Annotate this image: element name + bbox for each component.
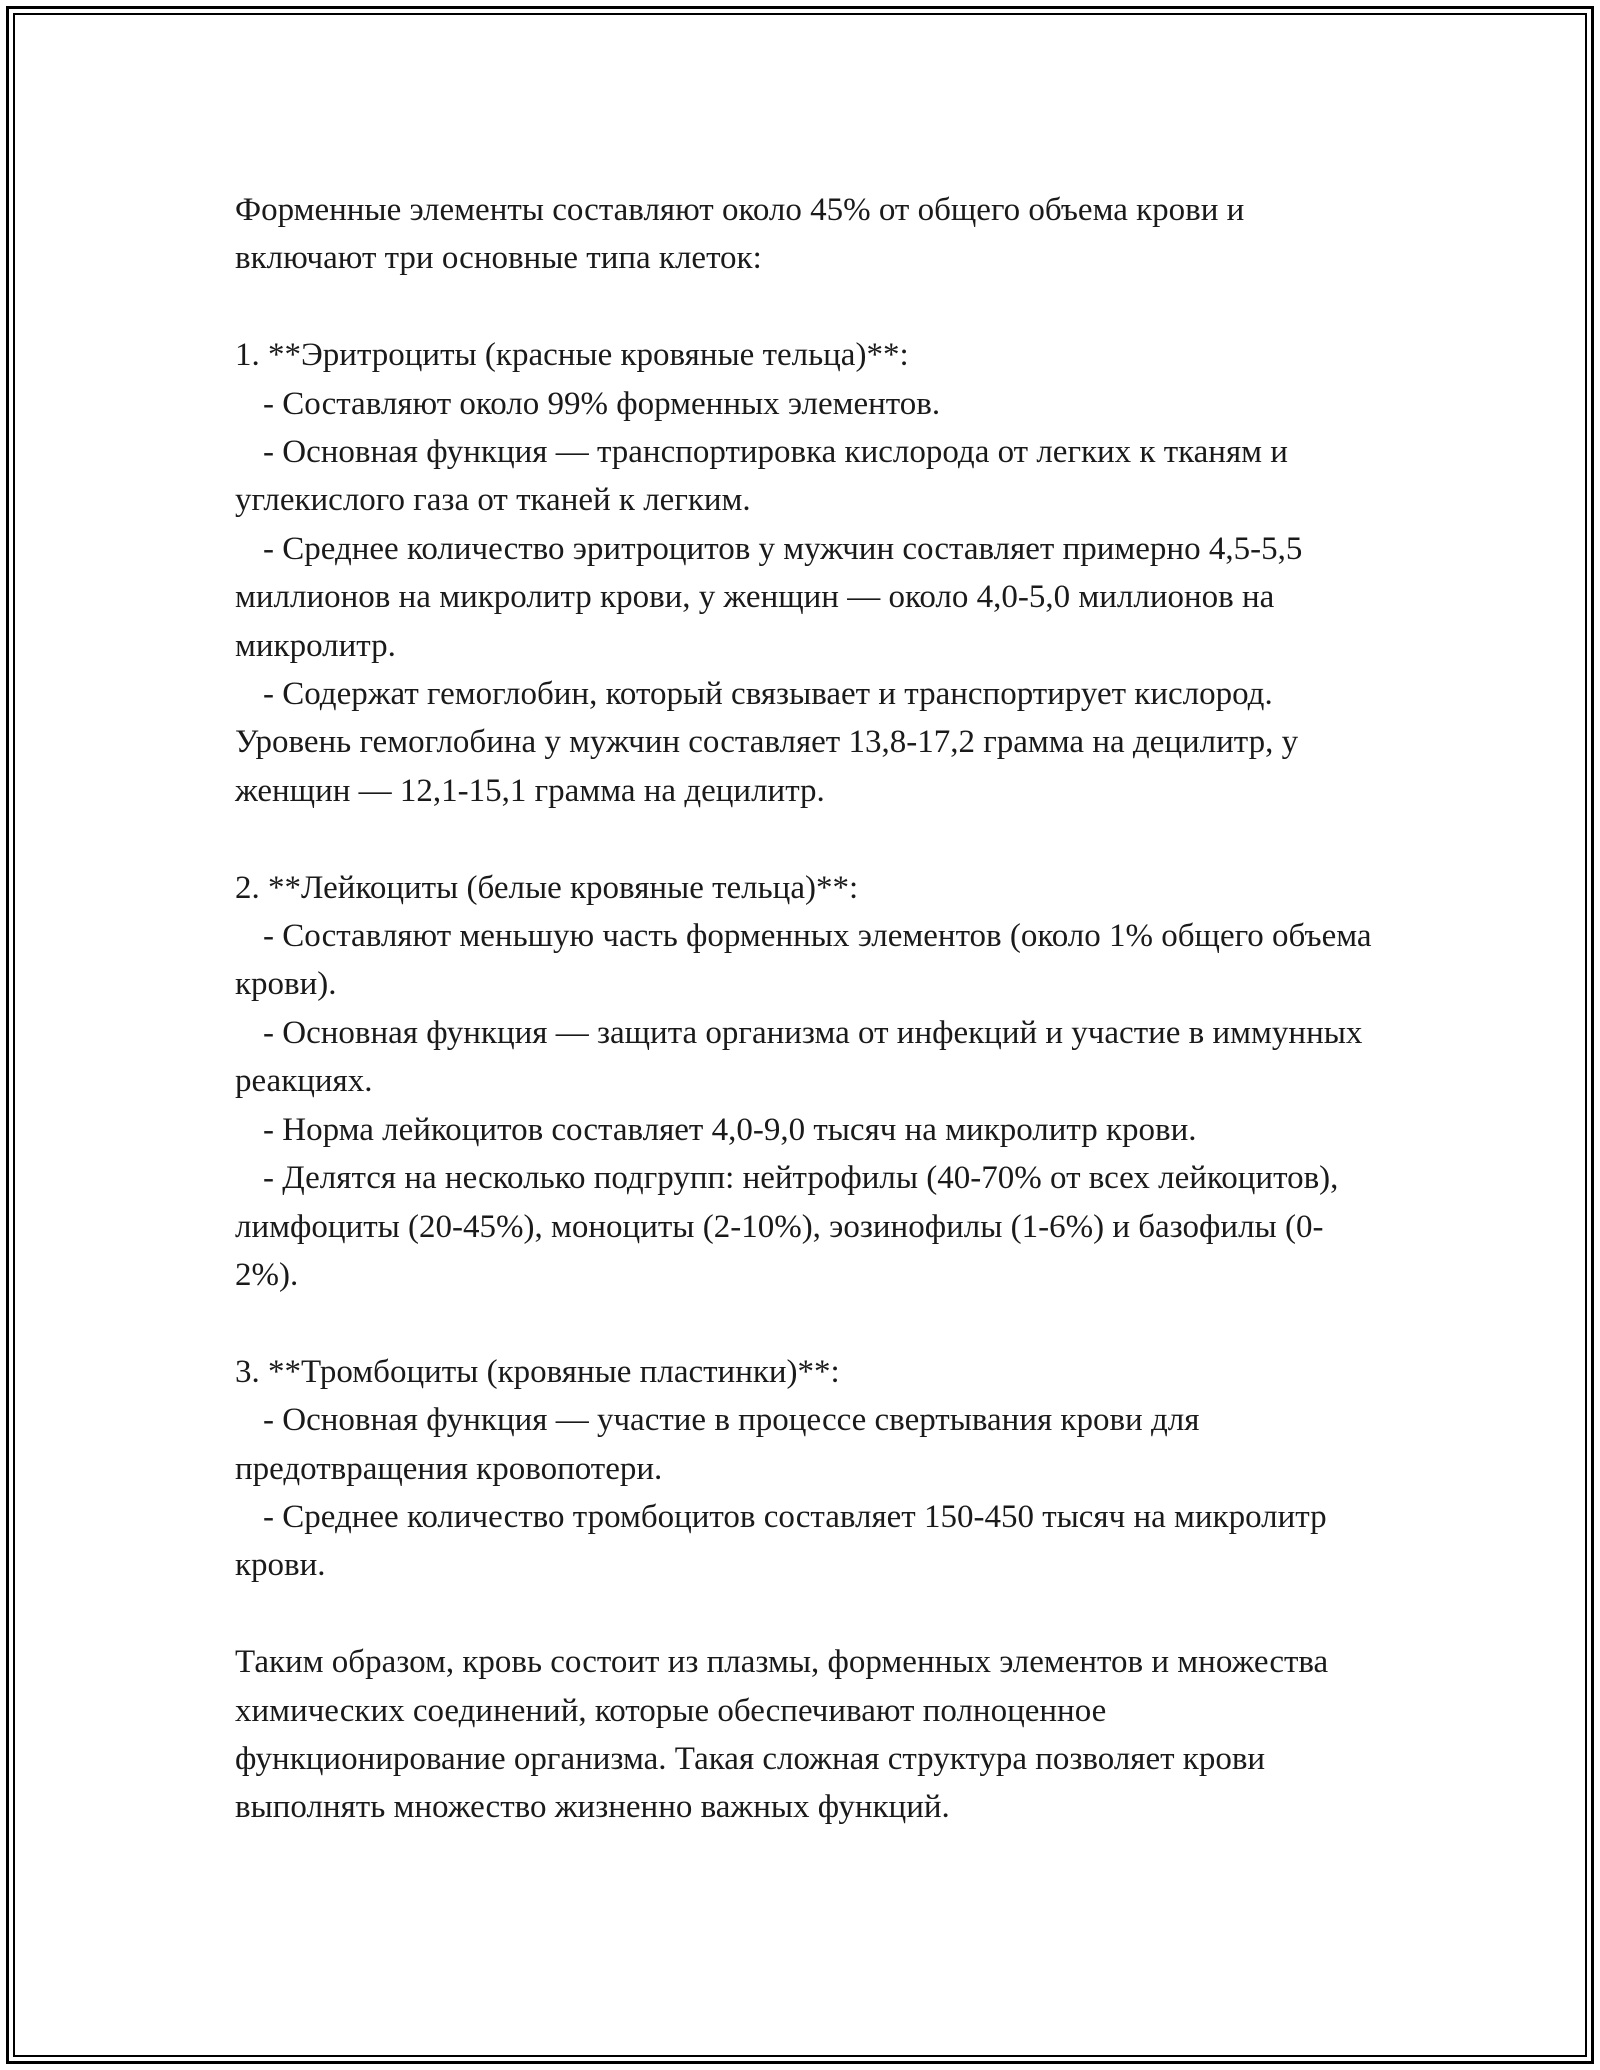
blank-line: [235, 1590, 1380, 1638]
list-item: - Норма лейкоцитов составляет 4,0-9,0 тысяч на микролитр крови.: [263, 1111, 1197, 1148]
list-item: - Основная функция — транспортировка кислорода от легких к тканям и углекислого газа от тканей к легким.: [235, 434, 1297, 519]
document-body: [235, 186, 1380, 1832]
list-item: - Делятся на несколько подгрупп: нейтрофилы (40-70% от всех лейкоцитов), лимфоциты (20-45%), моноциты (2-10%), эозинофилы (1-6%) и базофилы (0-2%).: [235, 1160, 1347, 1293]
blank-line: [235, 1299, 1380, 1347]
list-item: - Составляют около 99% форменных элементов.: [263, 385, 941, 422]
blank-line: [235, 815, 1380, 863]
conclusion-paragraph: Таким образом, кровь состоит из плазмы, форменных элементов и множества химических соединений, которые обеспечивают полноценное функционирование организма. Такая сложная структура позволяет крови выполнять множество жизненно важных функций.: [235, 1644, 1337, 1826]
blank-line: [235, 283, 1380, 331]
list-item: - Основная функция — участие в процессе свертывания крови для предотвращения кровопотери.: [235, 1402, 1208, 1487]
list-item: - Составляют меньшую часть форменных элементов (около 1% общего объема крови).: [235, 918, 1380, 1003]
section-heading-erythrocytes: 1. **Эритроциты (красные кровяные тельца)**:: [235, 337, 909, 374]
list-item: - Содержат гемоглобин, который связывает и транспортирует кислород. Уровень гемоглобина у мужчин составляет 13,8-17,2 грамма на децилитр, у женщин — 12,1-15,1 грамма на децилитр.: [235, 676, 1307, 809]
section-heading-thrombocytes: 3. **Тромбоциты (кровяные пластинки)**:: [235, 1353, 840, 1390]
section-heading-leukocytes: 2. **Лейкоциты (белые кровяные тельца)**:: [235, 869, 859, 906]
list-item: - Основная функция — защита организма от инфекций и участие в иммунных реакциях.: [235, 1014, 1371, 1100]
list-item: - Среднее количество тромбоцитов составляет 150-450 тысяч на микролитр крови.: [235, 1498, 1335, 1584]
list-item: - Среднее количество эритроцитов у мужчин составляет примерно 4,5-5,5 миллионов на микролитр крови, у женщин — около 4,0-5,0 миллионов на микролитр.: [235, 530, 1311, 664]
intro-paragraph: Форменные элементы составляют около 45% от общего объема крови и включают три основные типа клеток:: [235, 192, 1253, 277]
